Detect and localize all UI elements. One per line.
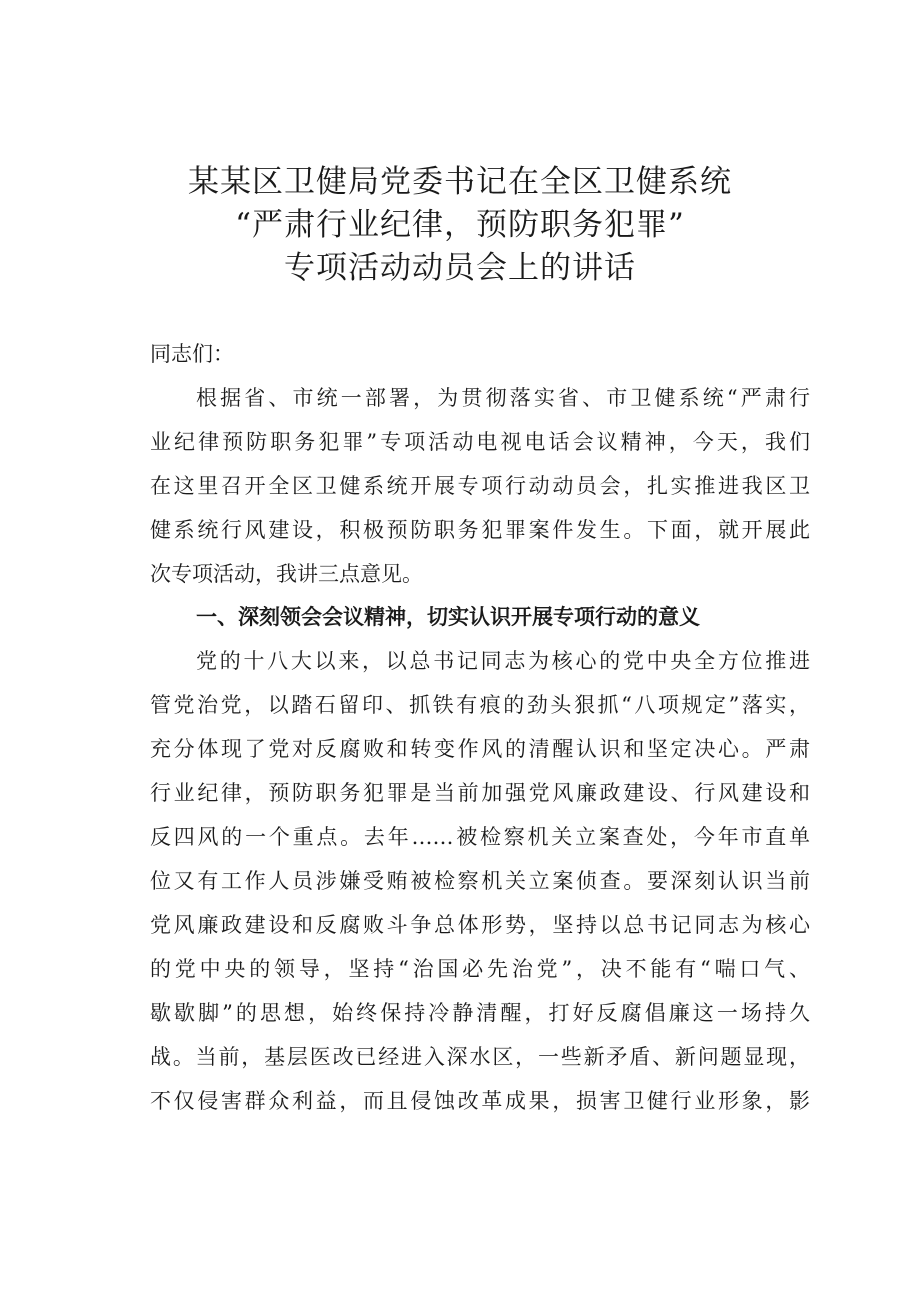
section-heading-1: 一、深刻领会会议精神，切实认识开展专项行动的意义 — [196, 605, 700, 629]
paragraph-2-line: 歇歇脚”的思想，始终保持冷静清醒，打好反腐倡廉这一场持久 — [150, 1001, 810, 1025]
paragraph-2-line: 反四风的一个重点。去年……被检察机关立案查处，今年市直单 — [150, 825, 810, 849]
paragraph-2-line: 战。当前，基层医改已经进入深水区，一些新矛盾、新问题显现， — [150, 1045, 810, 1069]
paragraph-2-line: 党的十八大以来，以总书记同志为核心的党中央全方位推进 — [196, 649, 810, 673]
paragraph-2-line: 充分体现了党对反腐败和转变作风的清醒认识和坚定决心。严肃 — [150, 737, 810, 761]
paragraph-2-line: 党风廉政建设和反腐败斗争总体形势，坚持以总书记同志为核心 — [150, 913, 810, 937]
paragraph-1-line: 在这里召开全区卫健系统开展专项行动动员会，扎实推进我区卫 — [150, 474, 810, 498]
paragraph-2-line: 的党中央的领导，坚持“治国必先治党”，决不能有“喘口气、 — [150, 957, 810, 981]
document-title-line-1: 某某区卫健局党委书记在全区卫健系统 — [188, 164, 732, 200]
paragraph-1-line: 健系统行风建设，积极预防职务犯罪案件发生。下面，就开展此 — [150, 518, 810, 542]
document-title-line-3: 专项活动动员会上的讲话 — [284, 250, 636, 286]
document-title-line-2: “严肃行业纪律，预防职务犯罪” — [235, 207, 685, 243]
paragraph-1-line: 根据省、市统一部署，为贯彻落实省、市卫健系统“严肃行 — [196, 386, 810, 410]
paragraph-2-line: 行业纪律，预防职务犯罪是当前加强党风廉政建设、行风建设和 — [150, 781, 810, 805]
paragraph-2-line: 位又有工作人员涉嫌受贿被检察机关立案侦查。要深刻认识当前 — [150, 869, 810, 893]
paragraph-1-line: 业纪律预防职务犯罪”专项活动电视电话会议精神，今天，我们 — [150, 430, 810, 454]
paragraph-2-line: 管党治党，以踏石留印、抓铁有痕的劲头狠抓“八项规定”落实， — [150, 693, 810, 717]
paragraph-2-line: 不仅侵害群众利益，而且侵蚀改革成果，损害卫健行业形象，影 — [150, 1089, 810, 1113]
greeting: 同志们： — [150, 342, 234, 366]
paragraph-1-line: 次专项活动，我讲三点意见。 — [150, 562, 423, 586]
